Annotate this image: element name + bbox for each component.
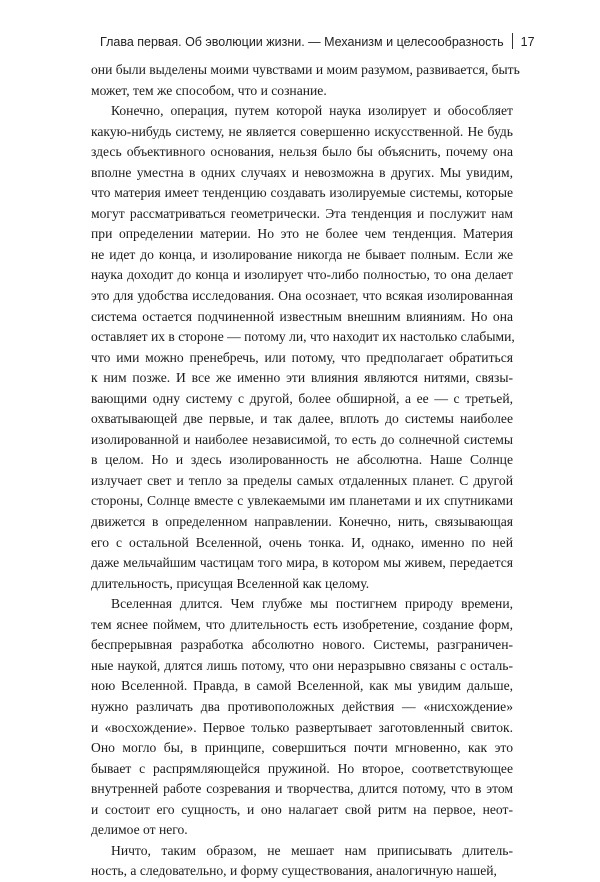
text-line: что материя имеет тенденцию создавать изолируемые системы, которые (91, 185, 513, 201)
text-line: охватывающей две первые, и так далее, вплоть до системы наиболее (91, 411, 513, 427)
header-divider (512, 33, 513, 49)
text-line: внутренней работе созревания и творчества, длится потому, что в этом (91, 781, 513, 797)
paragraph (91, 841, 513, 882)
text-line: бывает с распрямляющейся пружиной. Но второе, соответствующее (91, 760, 513, 776)
text-line: и «восхождение». Первое только развертывает заготовленный свиток. (91, 719, 513, 735)
body-text (91, 60, 520, 882)
text-line: при определении материи. Но это не более чем тенденция. Материя (91, 226, 513, 242)
text-line: не идет до конца, и изолирование никогда не бывает полным. Если же (91, 246, 513, 262)
text-line: делимое от него. (91, 822, 188, 838)
text-line: Ничто, таким образом, не мешает нам приписывать длитель- (111, 842, 513, 858)
text-line: здесь объективного основания, нельзя было бы объяснить, почему она (91, 144, 513, 160)
text-line: беспрерывная разработка абсолютно нового. Системы, разграничен- (91, 637, 513, 653)
text-line: в целом. Но и здесь изолированность не абсолютна. Наше Солнце (91, 452, 513, 468)
running-header (100, 33, 535, 49)
text-line: какую-нибудь систему, не является совершенно искусственной. Не будь (91, 123, 513, 139)
text-line: может, тем же способом, что и сознание. (91, 82, 327, 98)
text-line: изолированной и наиболее независимой, то есть до солнечной системы (91, 431, 513, 447)
text-line: вполне уместна в одних случаях и невозможна в других. Мы увидим, (91, 164, 513, 180)
text-line: вающими одну систему с другой, более обширной, а ее — с третьей, (91, 390, 513, 406)
text-line: его с остальной Вселенной, очень тонка. И, однако, именно по ней (91, 534, 513, 550)
paragraph (91, 60, 520, 101)
text-line: система остается подчиненной известным внешним влияниям. Но она (91, 308, 513, 324)
text-line: стороны, Солнце вместе с увлекаемыми им планетами и их спутниками (91, 493, 513, 509)
text-line: наука доходит до конца и изолирует что-либо полностью, то она делает (91, 267, 513, 283)
text-line: они были выделены моими чувствами и моим разумом, развивается, быть (91, 62, 520, 77)
text-line: ность, а следовательно, и форму существования, аналогичную нашей, (91, 863, 497, 879)
text-line: Оно могло бы, в принципе, совершиться почти мгновенно, как это (91, 740, 513, 756)
text-line: длительность, присущая Вселенной как целому. (91, 575, 370, 591)
text-line: Конечно, операция, путем которой наука изолирует и обособляет (111, 103, 513, 119)
text-line: ные наукой, длятся лишь потому, что они неразрывно связаны с осталь- (91, 657, 513, 673)
text-line: движется в определенном направлении. Конечно, нить, связывающая (91, 514, 513, 530)
text-line: нужно различать два противоположных действия — «нисхождение» (91, 698, 513, 714)
text-line: ною Вселенной. Правда, в самой Вселенной, как мы увидим дальше, (91, 678, 513, 694)
text-line: могут рассматриваться геометрически. Эта тенденция и послужит нам (91, 205, 513, 221)
text-line: излучает свет и тепло за пределы самых отдаленных планет. С другой (91, 472, 513, 488)
text-line: оставляет их в стороне — потому ли, что находит их настолько слабыми, (91, 329, 515, 345)
text-line: тем яснее поймем, что длительность есть изобретение, создание форм, (91, 616, 513, 632)
text-line: это для удобства исследования. Она осознает, что всякая изолированная (91, 288, 513, 304)
text-line: к ним позже. И все же именно эти влияния являются нитями, связы- (91, 370, 513, 386)
running-title: Глава первая. Об эволюции жизни. — Механизм и целесообразность (100, 35, 504, 49)
text-line: что ими можно пренебречь, или потому, что предполагает обратиться (91, 349, 513, 365)
paragraph (91, 101, 513, 594)
text-line: даже мельчайшим частицам того мира, в котором мы живем, передается (91, 555, 513, 571)
text-line: Вселенная длится. Чем глубже мы постигнем природу времени, (111, 596, 513, 612)
page-number: 17 (520, 35, 535, 49)
paragraph (91, 594, 513, 841)
text-line: и состоит его сущность, и оно налагает свой ритм на первое, неот- (91, 801, 513, 817)
